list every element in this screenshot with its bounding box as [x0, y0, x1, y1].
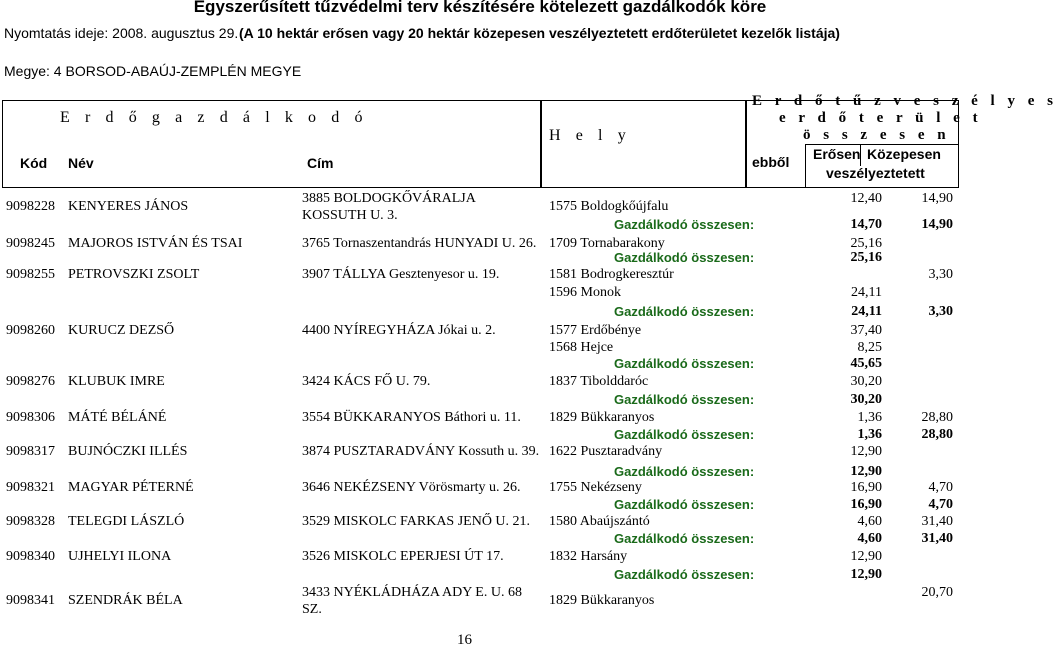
- summary-erosen-value: 12,90: [850, 464, 882, 479]
- cell-cim-line2: SZ.: [302, 602, 322, 617]
- cell-cim: 3907 TÁLLYA Gesztenyesor u. 19.: [302, 267, 500, 282]
- cell-kod: 9098245: [6, 236, 55, 251]
- cell-erosen: 12,90: [850, 444, 882, 459]
- cell-hely: 1568 Hejce: [549, 340, 614, 355]
- column-header-gazdalkodo: E r d ő g a z d á l k o d ó: [60, 109, 369, 126]
- summary-label: Gazdálkodó összesen:: [614, 392, 755, 407]
- print-date: Nyomtatás ideje: 2008. augusztus 29.: [4, 25, 239, 41]
- cell-cim: 4400 NYÍREGYHÁZA Jókai u. 2.: [302, 323, 496, 338]
- cell-nev: MAJOROS ISTVÁN ÉS TSAI: [68, 236, 243, 251]
- summary-label: Gazdálkodó összesen:: [614, 217, 755, 232]
- summary-label: Gazdálkodó összesen:: [614, 356, 755, 371]
- cell-hely: 1622 Pusztaradvány: [549, 444, 663, 459]
- cell-hely: 1580 Abaújszántó: [549, 514, 650, 529]
- summary-kozepesen-value: 28,80: [921, 427, 953, 442]
- cell-hely: 1755 Nekézseny: [549, 480, 642, 495]
- summary-label: Gazdálkodó összesen:: [614, 497, 755, 512]
- cell-erosen: 24,11: [851, 285, 882, 300]
- summary-erosen-value: 30,20: [850, 392, 882, 407]
- cell-nev: MAGYAR PÉTERNÉ: [68, 480, 194, 495]
- cell-cim: 3424 KÁCS FŐ U. 79.: [302, 374, 431, 389]
- cell-erosen: 12,90: [850, 549, 882, 564]
- cell-cim: 3885 BOLDOGKŐVÁRALJA: [302, 191, 476, 206]
- cell-erosen: 1,36: [857, 410, 882, 425]
- cell-hely: 1596 Monok: [549, 285, 621, 300]
- summary-kozepesen-value: 31,40: [921, 531, 953, 546]
- cell-kod: 9098228: [6, 199, 55, 214]
- cell-kozepesen: 31,40: [921, 514, 953, 529]
- cell-kod: 9098255: [6, 267, 55, 282]
- cell-kozepesen: 14,90: [921, 191, 953, 206]
- summary-kozepesen-value: 14,90: [921, 217, 953, 232]
- cell-kozepesen: 28,80: [921, 410, 953, 425]
- page-number: 16: [457, 632, 472, 648]
- cell-hely: 1829 Bükkaranyos: [549, 593, 655, 608]
- cell-kod: 9098321: [6, 480, 55, 495]
- cell-kod: 9098306: [6, 410, 55, 425]
- cell-hely: 1709 Tornabarakony: [549, 236, 665, 251]
- cell-kod: 9098276: [6, 374, 55, 389]
- cell-kozepesen: 4,70: [928, 480, 953, 495]
- column-header-kod: Kód: [20, 155, 48, 171]
- cell-cim: 3765 Tornaszentandrás HUNYADI U. 26.: [302, 236, 537, 251]
- cell-kod: 9098260: [6, 323, 55, 338]
- summary-erosen-value: 14,70: [850, 217, 882, 232]
- column-header-veszelyeztetett: veszélyeztetett: [826, 165, 925, 181]
- report-subtitle: (A 10 hektár erősen vagy 20 hektár közepesen veszélyeztetett erdőterületet kezelők listája): [239, 25, 840, 41]
- column-header-nev: Név: [68, 155, 94, 171]
- summary-erosen-value: 25,16: [850, 250, 882, 265]
- cell-kod: 9098341: [6, 593, 55, 608]
- cell-hely: 1837 Tibolddaróc: [549, 374, 649, 389]
- summary-erosen-value: 16,90: [850, 497, 882, 512]
- page-title: Egyszerűsített tűzvédelmi terv készítésére kötelezett gazdálkodók köre: [193, 0, 767, 16]
- cell-nev: BUJNÓCZKI ILLÉS: [68, 444, 188, 459]
- cell-nev: TELEGDI LÁSZLÓ: [68, 514, 185, 529]
- summary-label: Gazdálkodó összesen:: [614, 304, 755, 319]
- cell-hely: 1577 Erdőbénye: [549, 323, 642, 338]
- summary-erosen-value: 12,90: [850, 567, 882, 582]
- summary-label: Gazdálkodó összesen:: [614, 464, 755, 479]
- cell-kozepesen: 3,30: [928, 267, 953, 282]
- county-label: Megye: 4 BORSOD-ABAÚJ-ZEMPLÉN MEGYE: [4, 63, 302, 79]
- cell-kod: 9098317: [6, 444, 55, 459]
- cell-hely: 1575 Boldogkőújfalu: [549, 199, 669, 214]
- summary-kozepesen-value: 3,30: [928, 304, 953, 319]
- summary-label: Gazdálkodó összesen:: [614, 531, 755, 546]
- cell-cim: 3526 MISKOLC EPERJESI ÚT 17.: [302, 549, 504, 564]
- cell-erosen: 25,16: [850, 236, 882, 251]
- cell-cim: 3874 PUSZTARADVÁNY Kossuth u. 39.: [302, 444, 540, 459]
- cell-nev: MÁTÉ BÉLÁNÉ: [68, 410, 167, 425]
- cell-nev: KLUBUK IMRE: [68, 374, 165, 389]
- column-header-veszelyes-1: E r d ő t ű z v e s z é l y e s: [752, 93, 1057, 109]
- summary-kozepesen-value: 4,70: [928, 497, 953, 512]
- column-header-hely: H e l y: [549, 127, 632, 144]
- cell-hely: 1829 Bükkaranyos: [549, 410, 655, 425]
- cell-hely: 1581 Bodrogkeresztúr: [549, 267, 674, 282]
- cell-erosen: 30,20: [850, 374, 882, 389]
- cell-erosen: 12,40: [850, 191, 882, 206]
- cell-cim-line2: KOSSUTH U. 3.: [302, 208, 398, 223]
- column-header-veszelyes-2: e r d ő t e r ü l e t: [779, 110, 983, 126]
- cell-erosen: 37,40: [850, 323, 882, 338]
- column-header-veszelyes-3: ö s s z e s e n: [803, 127, 951, 143]
- cell-kozepesen: 20,70: [921, 585, 953, 600]
- summary-label: Gazdálkodó összesen:: [614, 567, 755, 582]
- cell-cim: 3433 NYÉKLÁDHÁZA ADY E. U. 68: [302, 585, 522, 600]
- cell-nev: SZENDRÁK BÉLA: [68, 593, 183, 608]
- cell-nev: KURUCZ DEZSŐ: [68, 323, 175, 338]
- column-header-ebbol: ebből: [752, 154, 790, 170]
- cell-erosen: 16,90: [850, 480, 882, 495]
- summary-label: Gazdálkodó összesen:: [614, 427, 755, 442]
- cell-nev: KENYERES JÁNOS: [68, 199, 189, 214]
- summary-label: Gazdálkodó összesen:: [614, 250, 755, 265]
- cell-hely: 1832 Harsány: [549, 549, 628, 564]
- summary-erosen-value: 4,60: [857, 531, 882, 546]
- summary-erosen-value: 24,11: [851, 304, 882, 319]
- cell-nev: PETROVSZKI ZSOLT: [68, 267, 200, 282]
- cell-cim: 3646 NEKÉZSENY Vörösmarty u. 26.: [302, 480, 521, 495]
- cell-kod: 9098340: [6, 549, 55, 564]
- summary-erosen-value: 1,36: [857, 427, 882, 442]
- cell-erosen: 4,60: [857, 514, 882, 529]
- cell-cim: 3554 BÜKKARANYOS Báthori u. 11.: [302, 410, 521, 425]
- cell-nev: UJHELYI ILONA: [68, 549, 172, 564]
- cell-cim: 3529 MISKOLC FARKAS JENŐ U. 21.: [302, 514, 531, 529]
- summary-erosen-value: 45,65: [850, 356, 882, 371]
- column-header-cim: Cím: [307, 155, 334, 171]
- column-header-kozepesen: Közepesen: [867, 146, 941, 162]
- cell-erosen: 8,25: [857, 340, 882, 355]
- column-header-erosen: Erősen: [813, 146, 861, 162]
- cell-kod: 9098328: [6, 514, 55, 529]
